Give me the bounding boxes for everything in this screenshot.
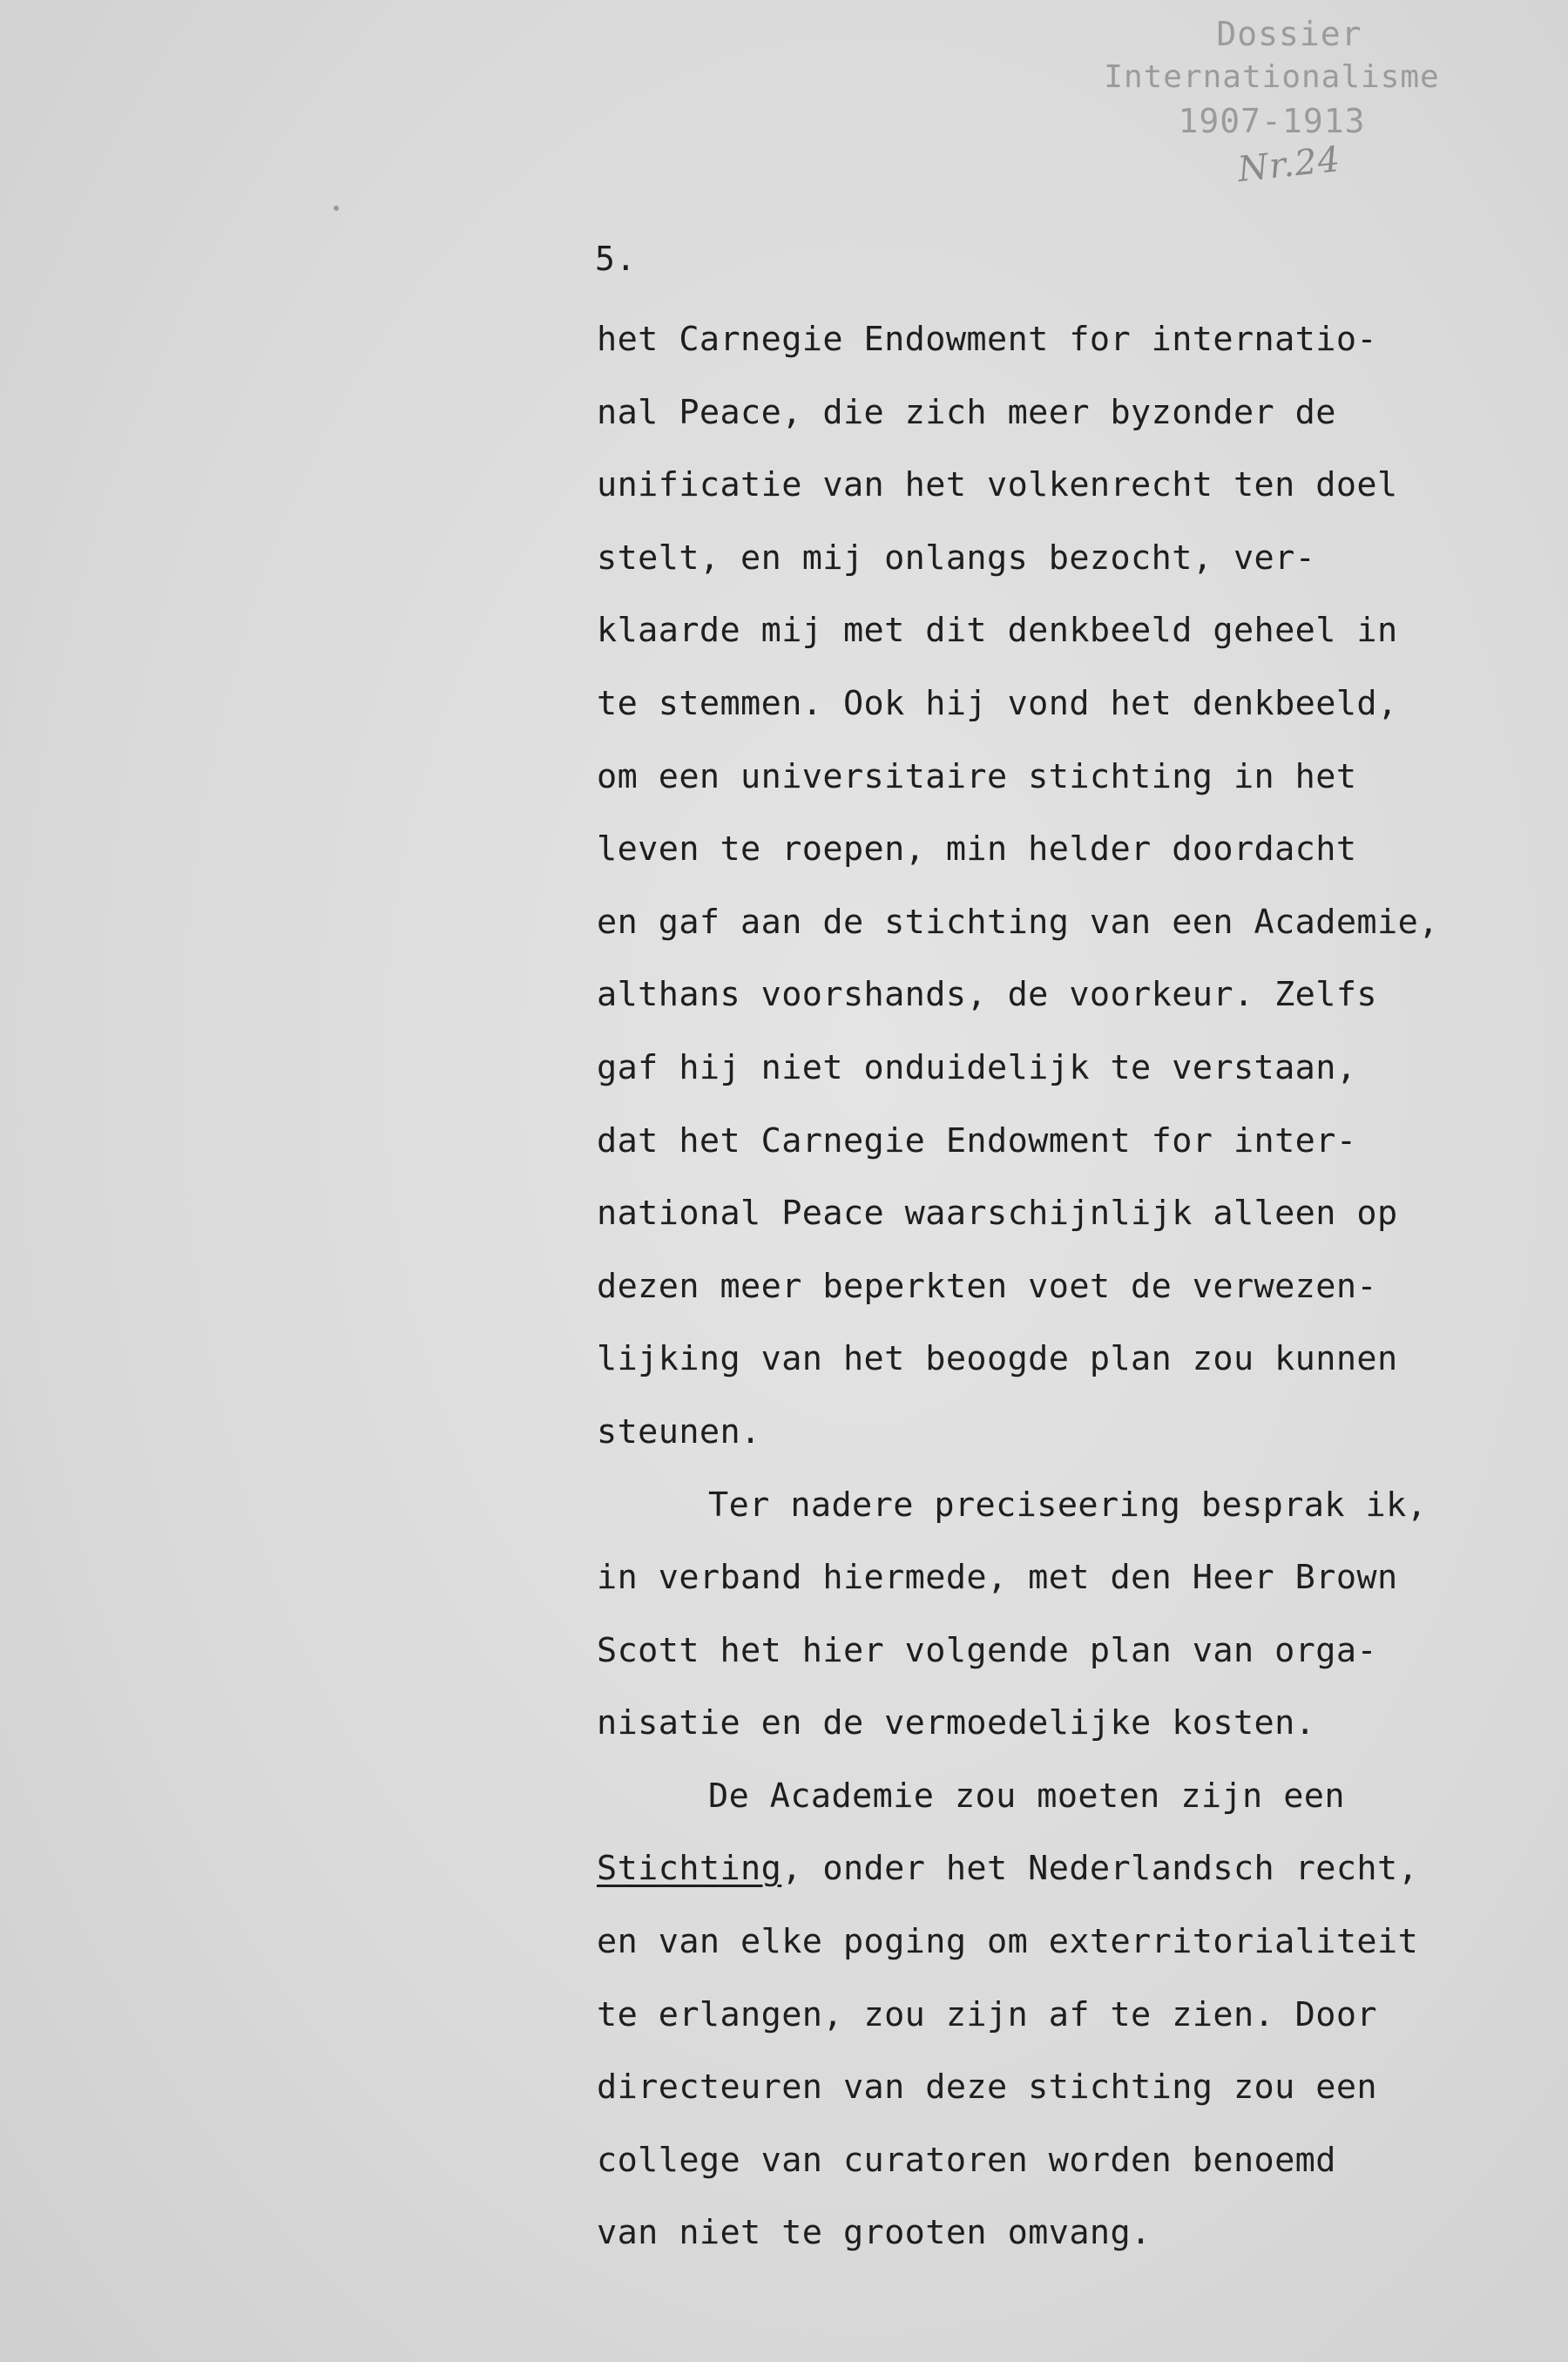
page-number: 5. [595, 240, 637, 278]
text-line: steunen. [597, 1411, 761, 1452]
stamp-years: 1907-1913 [1178, 102, 1366, 140]
text-line [597, 1832, 1503, 1905]
text-line: De Academie zou moeten zijn een [708, 1776, 1345, 1816]
text-line: nal Peace, die zich meer byzonder de [597, 392, 1336, 432]
text-line: van niet te grooten omvang. [597, 2213, 1152, 2253]
text-line: nisatie en de vermoedelijke kosten. [597, 1703, 1316, 1743]
text-line: klaarde mij met dit denkbeeld geheel in [597, 611, 1398, 651]
text-line: lijking van het beoogde plan zou kunnen [597, 1339, 1398, 1379]
text-line: Ter nadere preciseering besprak ik, [708, 1485, 1428, 1525]
text-line: te stemmen. Ook hij vond het denkbeeld, [597, 683, 1398, 723]
text-line: leven te roepen, min helder doordacht [597, 829, 1357, 870]
text-line: om een universitaire stichting in het [597, 756, 1357, 796]
text-line: directeuren van deze stichting zou een [597, 2068, 1378, 2108]
text-line: gaf hij niet onduidelijk te verstaan, [597, 1047, 1357, 1087]
underlined-word-stichting: Stichting [597, 1849, 782, 1889]
text-line: college van curatoren worden benoemd [597, 2140, 1336, 2180]
text-line: in verband hiermede, met den Heer Brown [597, 1558, 1398, 1598]
stamp-handwritten-number: Nr.24 [1235, 139, 1343, 191]
text-line: stelt, en mij onlangs bezocht, ver- [597, 538, 1316, 578]
text-line: en van elke poging om exterritorialiteit [597, 1922, 1419, 1962]
text-line: te erlangen, zou zijn af te zien. Door [597, 1994, 1378, 2034]
archive-stamp [1080, 12, 1463, 191]
text-line: en gaf aan de stichting van een Academie, [597, 902, 1439, 942]
stamp-dossier: Dossier [1216, 15, 1362, 53]
text-line: dezen meer beperkten voet de verwezen- [597, 1266, 1378, 1306]
stamp-internationalisme: Internationalisme [1104, 59, 1440, 95]
text-line: het Carnegie Endowment for internatio- [597, 320, 1378, 359]
paper-speck [334, 206, 339, 211]
text-line: unificatie van het volkenrecht ten doel [597, 465, 1398, 505]
text-line: dat het Carnegie Endowment for inter- [597, 1120, 1357, 1161]
text-line: national Peace waarschijnlijk alleen op [597, 1194, 1398, 1234]
text-line: althans voorshands, de voorkeur. Zelfs [597, 975, 1378, 1015]
text-fragment: , onder het Nederlandsch recht, [781, 1849, 1419, 1889]
text-line: Scott het hier volgende plan van orga- [597, 1630, 1378, 1670]
typewritten-body [597, 303, 1503, 2270]
